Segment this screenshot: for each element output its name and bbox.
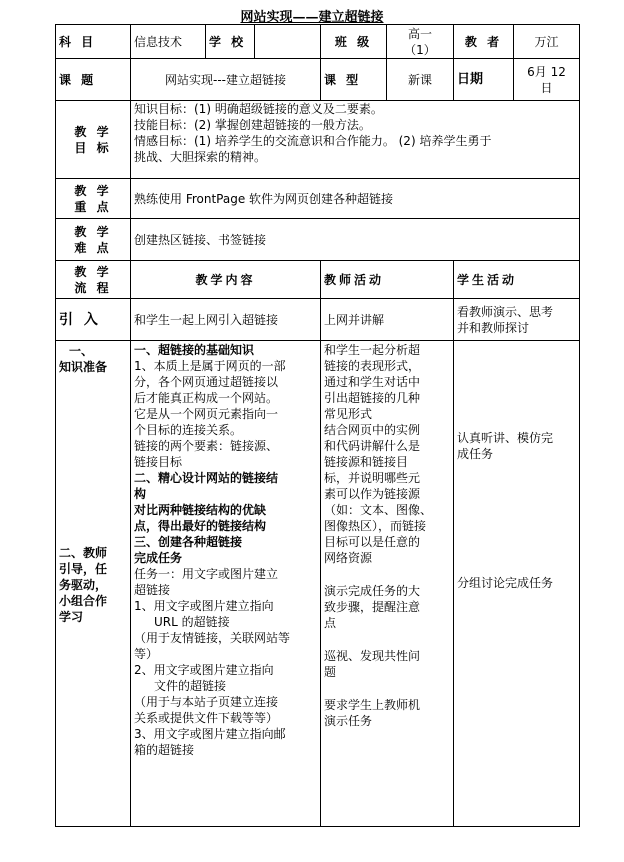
teacher-line: 标，并说明哪些元 xyxy=(324,471,421,485)
content-line: 一、超链接的基础知识 xyxy=(134,343,255,357)
teacher-line: 素可以作为链接源 xyxy=(324,487,421,501)
teacher-label: 教 者 xyxy=(454,25,514,59)
content-line: URL 的超链接 xyxy=(154,615,230,629)
intro-teacher: 上网并讲解 xyxy=(321,299,454,341)
process-label xyxy=(56,261,131,299)
content-line: 1、用文字或图片建立指向 xyxy=(134,599,274,613)
teacher-line: 和代码讲解什么是 xyxy=(324,439,421,453)
content-line: 点，得出最好的链接结构 xyxy=(134,519,267,533)
key-points-label xyxy=(56,179,131,219)
intro-student-line-2: 并和教师探讨 xyxy=(457,320,530,335)
content-line: 二、精心设计网站的链接结 xyxy=(134,471,279,485)
content-line: 箱的超链接 xyxy=(134,743,195,757)
goals-label-line-1: 教 学 xyxy=(74,124,112,139)
content-line: 2、用文字或图片建立指向 xyxy=(134,663,274,677)
subject-label: 科 目 xyxy=(56,25,131,59)
intro-student-line-1: 看教师演示、思考 xyxy=(457,304,554,319)
teacher-line: 和学生一起分析超 xyxy=(324,343,421,357)
col-header-student: 学生活动 xyxy=(454,261,580,299)
content-line: 文件的超链接 xyxy=(154,679,227,693)
teacher-line: 链接的表现形式， xyxy=(324,359,421,373)
side-line-4: 引导，任 xyxy=(59,562,108,576)
content-line: 对比两种链接结构的优缺 xyxy=(134,503,267,517)
process-label-line-2: 流 程 xyxy=(74,280,112,295)
teacher-line: 结合网页中的实例 xyxy=(324,423,421,437)
content-line: 超链接 xyxy=(134,583,171,597)
goal-emotion-cont: 挑战、大胆探索的精神。 xyxy=(134,150,267,164)
topic-label: 课 题 xyxy=(56,59,131,101)
date-label: 日期 xyxy=(454,59,514,101)
content-line: 链接的两个要素：链接源、 xyxy=(134,439,279,453)
teacher-line: 演示完成任务的大 xyxy=(324,584,421,598)
content-line: 关系或提供文件下载等等） xyxy=(134,711,279,725)
key-points-row xyxy=(56,179,580,219)
side-line-6: 小组合作 xyxy=(59,594,108,608)
goal-skill: 技能目标：(2) 掌握创建超链接的一般方法。 xyxy=(134,118,371,132)
content-line: 1、本质上是属于网页的一部 xyxy=(134,359,286,373)
teacher-line: 链接源和链接目 xyxy=(324,455,409,469)
difficulties-text: 创建热区链接、书签链接 xyxy=(131,219,580,261)
student-line-2: 分组讨论完成任务 xyxy=(457,576,554,590)
main-content-cell xyxy=(131,341,321,827)
school-value xyxy=(255,25,321,59)
teacher-line xyxy=(324,680,450,697)
intro-label: 引 入 xyxy=(56,299,131,341)
content-line: 分，各个网页通过超链接以 xyxy=(134,375,279,389)
teacher-line xyxy=(324,566,450,583)
teacher-line: 网络资源 xyxy=(324,551,373,565)
main-row xyxy=(56,341,580,827)
class-value-line-1: 高一 xyxy=(407,26,432,41)
student-line-1a: 认真听讲、模仿完 xyxy=(457,431,554,445)
topic-value: 网站实现---建立超链接 xyxy=(131,59,321,101)
teacher-line: 点 xyxy=(324,616,337,630)
info-row-2 xyxy=(56,59,580,101)
content-line: 3、用文字或图片建立指向邮 xyxy=(134,727,286,741)
key-points-text: 熟练使用 FrontPage 软件为网页创建各种超链接 xyxy=(131,179,580,219)
side-line-7: 学习 xyxy=(59,610,84,624)
teacher-line: 演示任务 xyxy=(324,714,373,728)
student-line-1b: 成任务 xyxy=(457,447,494,461)
main-teacher-cell xyxy=(321,341,454,827)
content-line: 后才能真正构成一个网站。 xyxy=(134,391,279,405)
goal-emotion: 情感目标：(1) 培养学生的交流意识和合作能力。 (2) 培养学生勇于 xyxy=(134,134,492,148)
goals-label-line-2: 目 标 xyxy=(74,140,112,155)
col-header-teacher: 教师活动 xyxy=(321,261,454,299)
side-line-3: 二、教师 xyxy=(59,546,108,560)
goal-knowledge: 知识目标：(1) 明确超级链接的意义及二要素。 xyxy=(134,102,383,116)
intro-row xyxy=(56,299,580,341)
type-label: 课 型 xyxy=(321,59,387,101)
subject-value: 信息技术 xyxy=(131,25,206,59)
goals-text xyxy=(131,101,580,179)
teacher-line: 巡视、发现共性问 xyxy=(324,649,421,663)
difficulties-label-line-1: 教 学 xyxy=(74,224,112,239)
difficulties-row xyxy=(56,219,580,261)
teacher-line: 要求学生上教师机 xyxy=(324,698,421,712)
goals-row xyxy=(56,101,580,179)
side-line-2: 知识准备 xyxy=(59,360,108,374)
date-value-line-2: 日 xyxy=(540,80,553,95)
date-value-line-1: 6月 12 xyxy=(527,64,566,79)
main-side-label xyxy=(56,341,131,827)
process-label-line-1: 教 学 xyxy=(74,264,112,279)
content-line: 个目标的连接关系。 xyxy=(134,423,243,437)
info-row-1 xyxy=(56,25,580,59)
content-line: 它是从一个网页元素指向一 xyxy=(134,407,279,421)
type-value: 新课 xyxy=(387,59,454,101)
school-label: 学 校 xyxy=(206,25,255,59)
process-header-row xyxy=(56,261,580,299)
teacher-line xyxy=(324,631,450,648)
side-line-1: 一、 xyxy=(69,344,94,358)
key-points-label-line-2: 重 点 xyxy=(74,199,112,214)
teacher-line: 引出超链接的几种 xyxy=(324,391,421,405)
teacher-line: 题 xyxy=(324,665,337,679)
teacher-line: 常见形式 xyxy=(324,407,373,421)
class-label: 班 级 xyxy=(321,25,387,59)
content-line: 构 xyxy=(134,487,147,501)
content-line: 三、创建各种超链接 xyxy=(134,535,243,549)
content-line: 链接目标 xyxy=(134,455,183,469)
lesson-plan-table xyxy=(55,24,580,827)
teacher-line: 致步骤，提醒注意 xyxy=(324,600,421,614)
teacher-line: （如：文本、图像、 xyxy=(324,503,433,517)
content-line: 任务一：用文字或图片建立 xyxy=(134,567,279,581)
side-line-5: 务驱动， xyxy=(59,578,108,592)
teacher-value: 万江 xyxy=(514,25,580,59)
teacher-line: 图像热区），而链接 xyxy=(324,519,427,533)
intro-student xyxy=(454,299,580,341)
document-title: 网站实现——建立超链接 xyxy=(240,10,384,25)
col-header-content: 教学内容 xyxy=(131,261,321,299)
difficulties-label-line-2: 难 点 xyxy=(74,240,112,255)
content-line: （用于友情链接，关联网站等 xyxy=(134,631,291,645)
teacher-line: 通过和学生对话中 xyxy=(324,375,421,389)
main-student-cell xyxy=(454,341,580,827)
content-line: 完成任务 xyxy=(134,551,183,565)
class-value xyxy=(387,25,454,59)
goals-label xyxy=(56,101,131,179)
difficulties-label xyxy=(56,219,131,261)
teacher-line: 目标可以是任意的 xyxy=(324,535,421,549)
key-points-label-line-1: 教 学 xyxy=(74,183,112,198)
class-value-line-2: （1） xyxy=(404,42,436,57)
content-line: （用于与本站子页建立连接 xyxy=(134,695,279,709)
intro-content: 和学生一起上网引入超链接 xyxy=(131,299,321,341)
content-line: 等） xyxy=(134,647,159,661)
date-value xyxy=(514,59,580,101)
